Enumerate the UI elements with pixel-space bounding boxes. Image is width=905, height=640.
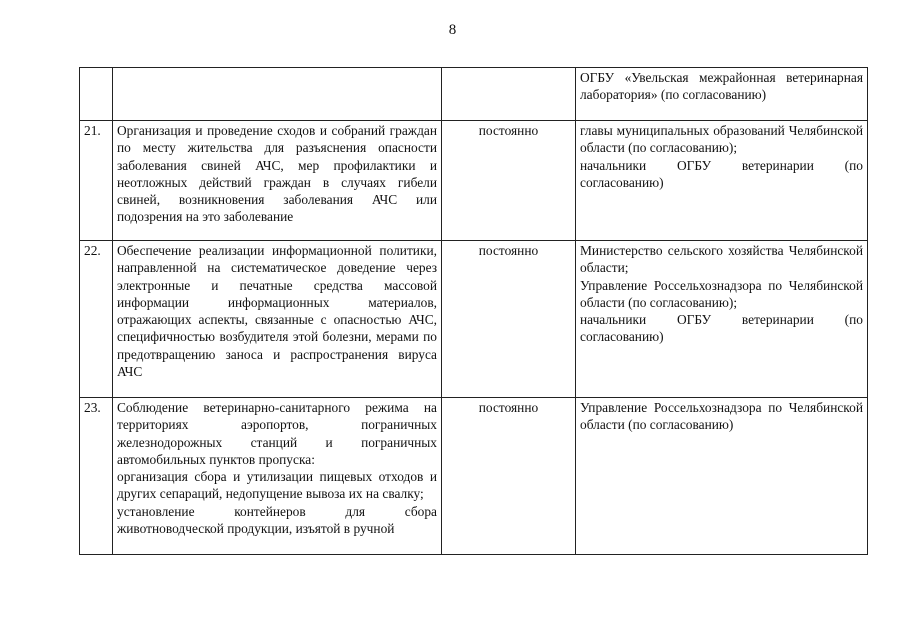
table-row <box>80 121 868 241</box>
term-cell: постоянно <box>442 121 576 241</box>
activity-cell <box>113 121 442 241</box>
responsible-entry: начальники ОГБУ ветеринарии (по согласованию) <box>580 157 863 190</box>
activity-cell <box>113 398 442 555</box>
row-number: 23. <box>80 398 113 555</box>
row-number: 21. <box>80 121 113 241</box>
row-number: 22. <box>80 241 113 398</box>
activity-paragraph: организация сбора и утилизации пищевых отходов и других сепараций, недопущение вывоза их на свалку; <box>117 469 437 502</box>
responsible-entry: Министерство сельского хозяйства Челябинской области; <box>580 243 863 276</box>
page-number: 8 <box>448 22 457 38</box>
responsible-entry: Управление Россельхознадзора по Челябинской области (по согласованию) <box>580 400 863 433</box>
term-cell: постоянно <box>442 398 576 555</box>
responsible-entry: главы муниципальных образований Челябинской области (по согласованию); <box>580 123 863 156</box>
responsible-entry: Управление Россельхознадзора по Челябинской области (по согласованию); <box>580 277 863 310</box>
table-row <box>80 398 868 555</box>
activity-cell <box>113 241 442 398</box>
table-row <box>80 241 868 398</box>
row-number <box>80 68 113 121</box>
responsible-cell <box>576 241 868 398</box>
activity-cell <box>113 68 442 121</box>
term-cell: постоянно <box>442 241 576 398</box>
activity-text: Организация и проведение сходов и собраний граждан по месту жительства для разъяснения опасности заболевания свиней АЧС, мер профилактики и неотложных действий граждан в случаях гибели свиней, возникновения заболевания АЧС или подозрения на это заболевание <box>117 123 437 225</box>
responsible-entry: начальники ОГБУ ветеринарии (по согласованию) <box>580 312 863 345</box>
responsible-cell <box>576 121 868 241</box>
activity-paragraph: Соблюдение ветеринарно-санитарного режима на территориях аэропортов, пограничных железнодорожных станций и пограничных автомобильных пунктов пропуска: <box>117 400 437 467</box>
responsible-entry: ОГБУ «Увельская межрайонная ветеринарная лаборатория» (по согласованию) <box>580 70 863 103</box>
activity-text: Обеспечение реализации информационной политики, направленной на систематическое доведение через электронные и печатные средства массовой информации информационных материалов, отражающих аспекты, связанные с опасностью АЧС, специфичностью возбудителя этой болезни, мерами по предотвращению заноса и распространения вируса АЧС <box>117 243 437 380</box>
responsible-cell <box>576 398 868 555</box>
table-row-continuation <box>80 68 868 121</box>
activity-paragraph: установление контейнеров для сбора животноводческой продукции, изъятой в ручной <box>117 503 437 537</box>
responsible-cell <box>576 68 868 121</box>
term-cell <box>442 68 576 121</box>
measures-table <box>79 67 868 555</box>
